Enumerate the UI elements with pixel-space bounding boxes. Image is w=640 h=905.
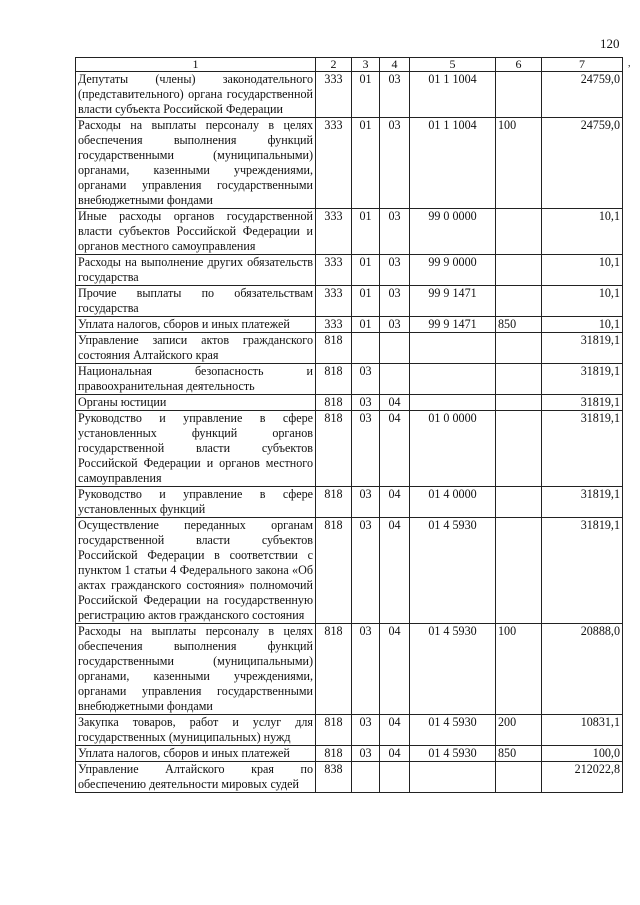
target-article-cell: 99 9 0000	[410, 255, 496, 286]
expense-type-cell	[496, 255, 542, 286]
table-row	[76, 72, 623, 118]
admin-code-cell: 818	[316, 715, 352, 746]
subsection-cell: 04	[380, 624, 410, 715]
amount-cell: 31819,1	[542, 411, 623, 487]
table-row	[76, 333, 623, 364]
admin-code-cell: 818	[316, 487, 352, 518]
table-row	[76, 624, 623, 715]
table-row	[76, 118, 623, 209]
admin-code-cell: 333	[316, 255, 352, 286]
admin-code-cell: 818	[316, 333, 352, 364]
admin-code-cell: 333	[316, 286, 352, 317]
subsection-cell: 04	[380, 518, 410, 624]
amount-cell: 10,1	[542, 286, 623, 317]
table-row	[76, 487, 623, 518]
admin-code-cell: 818	[316, 364, 352, 395]
subsection-cell: 03	[380, 317, 410, 333]
row-name-cell: Расходы на выполнение других обязательств государства	[76, 255, 316, 286]
row-name-cell: Расходы на выплаты персоналу в целях обеспечения выполнения функций государственными (муниципальными) органами, казенными учреждениями, органами управления государственными внебюджетными фондами	[76, 624, 316, 715]
target-article-cell	[410, 333, 496, 364]
amount-cell: 31819,1	[542, 395, 623, 411]
subsection-cell: 04	[380, 395, 410, 411]
section-cell: 03	[352, 395, 380, 411]
target-article-cell	[410, 762, 496, 793]
expense-type-cell	[496, 411, 542, 487]
column-header: 4	[380, 58, 410, 72]
row-name-cell: Управление Алтайского края по обеспечению деятельности мировых судей	[76, 762, 316, 793]
table-row	[76, 364, 623, 395]
section-cell: 03	[352, 364, 380, 395]
subsection-cell: 03	[380, 72, 410, 118]
expense-type-cell	[496, 762, 542, 793]
subsection-cell: 03	[380, 286, 410, 317]
subsection-cell	[380, 364, 410, 395]
section-cell	[352, 333, 380, 364]
table-row	[76, 317, 623, 333]
expense-type-cell	[496, 286, 542, 317]
subsection-cell: 03	[380, 118, 410, 209]
expense-type-cell	[496, 364, 542, 395]
subsection-cell	[380, 762, 410, 793]
row-name-cell: Управление записи актов гражданского состояния Алтайского края	[76, 333, 316, 364]
amount-cell: 31819,1	[542, 364, 623, 395]
target-article-cell: 01 4 5930	[410, 746, 496, 762]
section-cell: 03	[352, 487, 380, 518]
target-article-cell: 99 0 0000	[410, 209, 496, 255]
table-row	[76, 395, 623, 411]
target-article-cell: 01 4 0000	[410, 487, 496, 518]
expense-type-cell: 100	[496, 118, 542, 209]
section-cell: 01	[352, 209, 380, 255]
row-name-cell: Депутаты (члены) законодательного (представительного) органа государственной власти субъекта Российской Федерации	[76, 72, 316, 118]
admin-code-cell: 818	[316, 411, 352, 487]
column-header: 2	[316, 58, 352, 72]
admin-code-cell: 818	[316, 518, 352, 624]
expense-type-cell	[496, 72, 542, 118]
subsection-cell: 04	[380, 746, 410, 762]
amount-cell: 212022,8	[542, 762, 623, 793]
amount-cell: 20888,0	[542, 624, 623, 715]
amount-cell: 100,0	[542, 746, 623, 762]
column-header: 1	[76, 58, 316, 72]
admin-code-cell: 818	[316, 624, 352, 715]
amount-cell: 10,1	[542, 209, 623, 255]
expense-type-cell: 850	[496, 746, 542, 762]
subsection-cell: 03	[380, 255, 410, 286]
admin-code-cell: 333	[316, 209, 352, 255]
table-row	[76, 209, 623, 255]
table-row	[76, 715, 623, 746]
page-number: 120	[600, 36, 620, 51]
target-article-cell: 01 0 0000	[410, 411, 496, 487]
subsection-cell: 03	[380, 209, 410, 255]
target-article-cell	[410, 364, 496, 395]
target-article-cell: 01 1 1004	[410, 118, 496, 209]
target-article-cell: 01 4 5930	[410, 624, 496, 715]
row-name-cell: Руководство и управление в сфере установленных функций органов государственной власти субъектов Российской Федерации и органов местного самоуправления	[76, 411, 316, 487]
row-name-cell: Уплата налогов, сборов и иных платежей	[76, 317, 316, 333]
section-cell: 03	[352, 746, 380, 762]
row-name-cell: Национальная безопасность и правоохранительная деятельность	[76, 364, 316, 395]
column-header: 6	[496, 58, 542, 72]
expense-type-cell: 200	[496, 715, 542, 746]
row-name-cell: Органы юстиции	[76, 395, 316, 411]
column-header: 3	[352, 58, 380, 72]
column-header: 7	[542, 58, 623, 72]
table-row	[76, 411, 623, 487]
section-cell	[352, 762, 380, 793]
section-cell: 03	[352, 411, 380, 487]
amount-cell: 31819,1	[542, 518, 623, 624]
section-cell: 03	[352, 518, 380, 624]
expense-type-cell: 850	[496, 317, 542, 333]
row-name-cell: Расходы на выплаты персоналу в целях обеспечения выполнения функций государственными (муниципальными) органами, казенными учреждениями, органами управления государственными внебюджетными фондами	[76, 118, 316, 209]
subsection-cell	[380, 333, 410, 364]
row-name-cell: Прочие выплаты по обязательствам государства	[76, 286, 316, 317]
target-article-cell: 01 1 1004	[410, 72, 496, 118]
expense-type-cell	[496, 395, 542, 411]
admin-code-cell: 838	[316, 762, 352, 793]
row-name-cell: Иные расходы органов государственной власти субъектов Российской Федерации и органов местного самоуправления	[76, 209, 316, 255]
table-row	[76, 762, 623, 793]
section-cell: 01	[352, 255, 380, 286]
admin-code-cell: 333	[316, 118, 352, 209]
section-cell: 01	[352, 317, 380, 333]
amount-cell: 24759,0	[542, 118, 623, 209]
amount-cell: 10,1	[542, 317, 623, 333]
table-row	[76, 255, 623, 286]
section-cell: 01	[352, 72, 380, 118]
row-name-cell: Уплата налогов, сборов и иных платежей	[76, 746, 316, 762]
row-name-cell: Руководство и управление в сфере установленных функций	[76, 487, 316, 518]
section-cell: 01	[352, 286, 380, 317]
row-name-cell: Закупка товаров, работ и услуг для государственных (муниципальных) нужд	[76, 715, 316, 746]
target-article-cell: 01 4 5930	[410, 715, 496, 746]
admin-code-cell: 333	[316, 72, 352, 118]
section-cell: 01	[352, 118, 380, 209]
expense-type-cell: 100	[496, 624, 542, 715]
expense-type-cell	[496, 209, 542, 255]
admin-code-cell: 818	[316, 395, 352, 411]
expense-type-cell	[496, 487, 542, 518]
target-article-cell: 01 4 5930	[410, 518, 496, 624]
target-article-cell: 99 9 1471	[410, 286, 496, 317]
amount-cell: 24759,0	[542, 72, 623, 118]
amount-cell: 31819,1	[542, 487, 623, 518]
subsection-cell: 04	[380, 487, 410, 518]
table-row	[76, 746, 623, 762]
admin-code-cell: 333	[316, 317, 352, 333]
amount-cell: 10831,1	[542, 715, 623, 746]
row-name-cell: Осуществление переданных органам государственной власти субъектов Российской Федерации в соответствии с пунктом 1 статьи 4 Федерального закона «Об актах гражданского состояния» полномочий Российской Федерации на государственную регистрацию актов гражданского состояния	[76, 518, 316, 624]
table-row	[76, 286, 623, 317]
target-article-cell: 99 9 1471	[410, 317, 496, 333]
column-header: 5	[410, 58, 496, 72]
budget-table	[75, 57, 623, 793]
corner-mark: ,	[628, 58, 631, 69]
section-cell: 03	[352, 624, 380, 715]
table-header-row	[76, 58, 623, 72]
section-cell: 03	[352, 715, 380, 746]
table-row	[76, 518, 623, 624]
target-article-cell	[410, 395, 496, 411]
amount-cell: 10,1	[542, 255, 623, 286]
expense-type-cell	[496, 333, 542, 364]
expense-type-cell	[496, 518, 542, 624]
subsection-cell: 04	[380, 411, 410, 487]
amount-cell: 31819,1	[542, 333, 623, 364]
admin-code-cell: 818	[316, 746, 352, 762]
subsection-cell: 04	[380, 715, 410, 746]
